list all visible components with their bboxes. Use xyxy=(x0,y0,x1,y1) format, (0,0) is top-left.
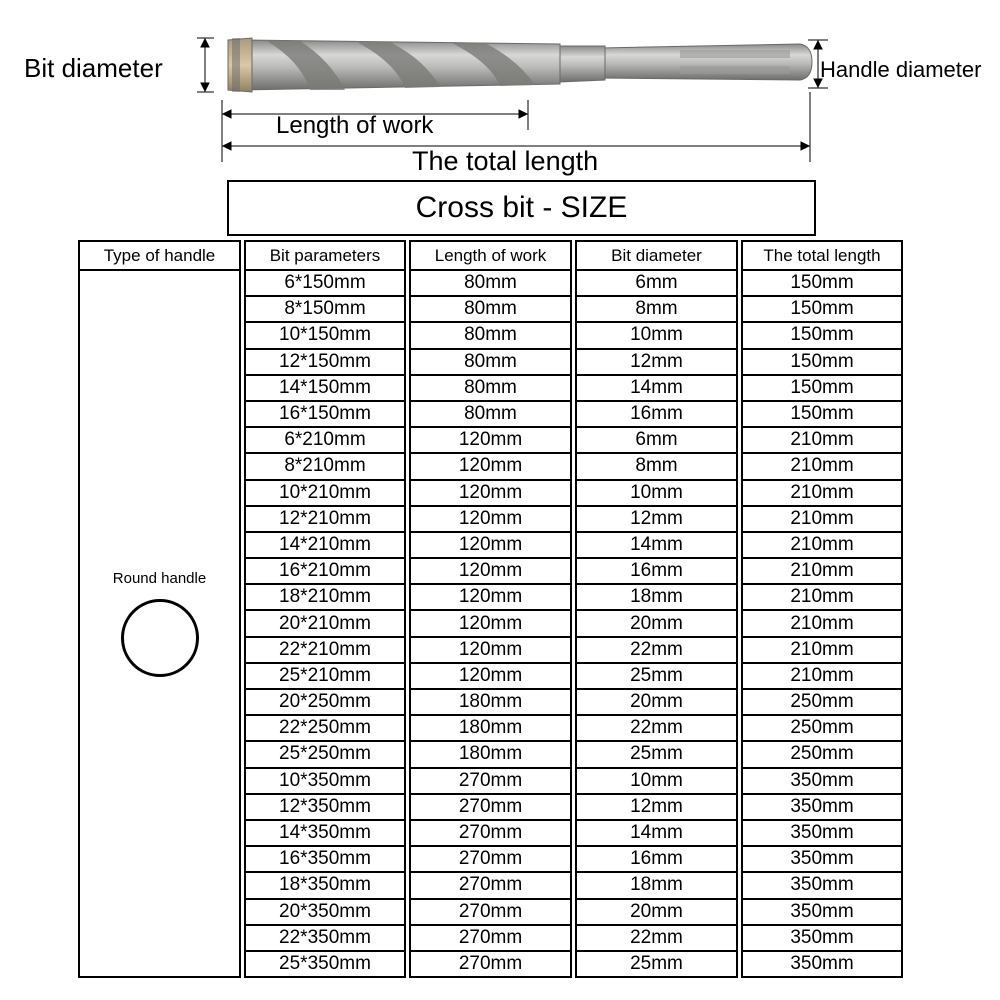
bit-diameter-cell: 16mm xyxy=(575,847,738,873)
bit-parameters-cell: 16*150mm xyxy=(244,402,406,428)
length-of-work-cell: 80mm xyxy=(409,323,572,349)
length-of-work-cell: 270mm xyxy=(409,952,572,978)
total-length-cell: 150mm xyxy=(741,323,903,349)
total-length-cell: 150mm xyxy=(741,271,903,297)
total-length-cell: 350mm xyxy=(741,873,903,899)
length-of-work-cell: 80mm xyxy=(409,350,572,376)
bit-parameters-cell: 25*350mm xyxy=(244,952,406,978)
length-of-work-label: Length of work xyxy=(276,112,434,139)
length-of-work-cell: 120mm xyxy=(409,481,572,507)
bit-diameter-cell: 14mm xyxy=(575,821,738,847)
header-type-of-handle: Type of handle xyxy=(78,240,241,271)
length-of-work-cell: 180mm xyxy=(409,742,572,768)
length-of-work-cell: 270mm xyxy=(409,795,572,821)
bit-parameters-cell: 25*210mm xyxy=(244,664,406,690)
length-of-work-cell: 270mm xyxy=(409,873,572,899)
bit-diameter-cell: 8mm xyxy=(575,297,738,323)
bit-parameters-cell: 12*210mm xyxy=(244,507,406,533)
total-length-cell: 350mm xyxy=(741,769,903,795)
total-length-cell: 210mm xyxy=(741,585,903,611)
header-length-of-work: Length of work xyxy=(409,240,572,271)
bit-parameters-cell: 10*350mm xyxy=(244,769,406,795)
length-of-work-cell: 270mm xyxy=(409,900,572,926)
bit-diameter-cell: 16mm xyxy=(575,402,738,428)
bit-diameter-dimension xyxy=(197,38,214,92)
header-bit-parameters: Bit parameters xyxy=(244,240,406,271)
length-of-work-cell: 180mm xyxy=(409,716,572,742)
bit-parameters-cell: 16*350mm xyxy=(244,847,406,873)
total-length-cell: 150mm xyxy=(741,376,903,402)
total-length-cell: 210mm xyxy=(741,559,903,585)
length-of-work-cell: 80mm xyxy=(409,376,572,402)
length-of-work-cell: 120mm xyxy=(409,533,572,559)
bit-parameters-cell: 6*210mm xyxy=(244,428,406,454)
total-length-cell: 210mm xyxy=(741,533,903,559)
bit-diameter-cell: 14mm xyxy=(575,533,738,559)
total-length-cell: 150mm xyxy=(741,350,903,376)
length-of-work-cell: 270mm xyxy=(409,821,572,847)
total-length-label: The total length xyxy=(412,146,599,176)
bit-diameter-cell: 25mm xyxy=(575,742,738,768)
page-title: Cross bit - SIZE xyxy=(227,180,816,236)
bit-parameters-cell: 14*350mm xyxy=(244,821,406,847)
bit-parameters-cell: 16*210mm xyxy=(244,559,406,585)
bit-parameters-cell: 10*150mm xyxy=(244,323,406,349)
bit-diameter-cell: 22mm xyxy=(575,638,738,664)
bit-parameters-cell: 20*250mm xyxy=(244,690,406,716)
round-handle-icon xyxy=(121,599,199,677)
drill-bit-icon xyxy=(228,38,812,92)
bit-parameters-cell: 8*150mm xyxy=(244,297,406,323)
bit-parameters-cell: 22*210mm xyxy=(244,638,406,664)
length-of-work-cell: 180mm xyxy=(409,690,572,716)
handle-type-label: Round handle xyxy=(112,570,207,588)
length-of-work-cell: 270mm xyxy=(409,769,572,795)
bit-diameter-cell: 18mm xyxy=(575,585,738,611)
total-length-cell: 350mm xyxy=(741,821,903,847)
bit-diameter-cell: 22mm xyxy=(575,716,738,742)
bit-diameter-cell: 16mm xyxy=(575,559,738,585)
length-of-work-cell: 120mm xyxy=(409,611,572,637)
total-length-cell: 150mm xyxy=(741,402,903,428)
total-length-cell: 350mm xyxy=(741,900,903,926)
bit-parameters-cell: 12*150mm xyxy=(244,350,406,376)
bit-parameters-cell: 14*210mm xyxy=(244,533,406,559)
total-length-cell: 210mm xyxy=(741,638,903,664)
length-of-work-cell: 270mm xyxy=(409,926,572,952)
table-row xyxy=(78,271,903,297)
handle-diameter-label: Handle diameter xyxy=(820,57,982,82)
length-of-work-cell: 120mm xyxy=(409,428,572,454)
bit-diameter-cell: 10mm xyxy=(575,769,738,795)
total-length-cell: 250mm xyxy=(741,716,903,742)
bit-diameter-cell: 22mm xyxy=(575,926,738,952)
total-length-cell: 250mm xyxy=(741,742,903,768)
bit-diameter-cell: 12mm xyxy=(575,350,738,376)
length-of-work-cell: 120mm xyxy=(409,638,572,664)
total-length-cell: 210mm xyxy=(741,664,903,690)
total-length-cell: 350mm xyxy=(741,952,903,978)
bit-parameters-cell: 18*210mm xyxy=(244,585,406,611)
total-length-cell: 210mm xyxy=(741,611,903,637)
bit-diameter-label: Bit diameter xyxy=(24,53,163,83)
bit-parameters-cell: 10*210mm xyxy=(244,481,406,507)
total-length-cell: 350mm xyxy=(741,847,903,873)
header-bit-diameter: Bit diameter xyxy=(575,240,738,271)
table-header-row xyxy=(78,240,903,271)
bit-parameters-cell: 25*250mm xyxy=(244,742,406,768)
bit-diameter-cell: 6mm xyxy=(575,428,738,454)
total-length-cell: 250mm xyxy=(741,690,903,716)
bit-diameter-cell: 6mm xyxy=(575,271,738,297)
length-of-work-cell: 80mm xyxy=(409,297,572,323)
bit-parameters-cell: 14*150mm xyxy=(244,376,406,402)
bit-parameters-cell: 22*350mm xyxy=(244,926,406,952)
handle-type-cell xyxy=(78,271,241,978)
size-table xyxy=(75,240,906,978)
bit-diameter-cell: 25mm xyxy=(575,952,738,978)
length-of-work-cell: 80mm xyxy=(409,271,572,297)
length-of-work-cell: 120mm xyxy=(409,559,572,585)
length-of-work-cell: 120mm xyxy=(409,454,572,480)
bit-diameter-cell: 12mm xyxy=(575,507,738,533)
bit-parameters-cell: 12*350mm xyxy=(244,795,406,821)
total-length-cell: 210mm xyxy=(741,454,903,480)
header-total-length: The total length xyxy=(741,240,903,271)
length-of-work-cell: 80mm xyxy=(409,402,572,428)
bit-diameter-cell: 20mm xyxy=(575,611,738,637)
length-of-work-cell: 270mm xyxy=(409,847,572,873)
total-length-cell: 210mm xyxy=(741,507,903,533)
bit-parameters-cell: 20*350mm xyxy=(244,900,406,926)
bit-diameter-cell: 18mm xyxy=(575,873,738,899)
bit-diameter-cell: 12mm xyxy=(575,795,738,821)
total-length-cell: 150mm xyxy=(741,297,903,323)
total-length-cell: 210mm xyxy=(741,481,903,507)
bit-diameter-cell: 14mm xyxy=(575,376,738,402)
bit-parameters-cell: 6*150mm xyxy=(244,271,406,297)
bit-diameter-cell: 10mm xyxy=(575,323,738,349)
bit-diameter-cell: 8mm xyxy=(575,454,738,480)
length-of-work-cell: 120mm xyxy=(409,507,572,533)
length-of-work-cell: 120mm xyxy=(409,664,572,690)
total-length-cell: 350mm xyxy=(741,926,903,952)
bit-diameter-cell: 25mm xyxy=(575,664,738,690)
bit-parameters-cell: 18*350mm xyxy=(244,873,406,899)
length-of-work-cell: 120mm xyxy=(409,585,572,611)
bit-parameters-cell: 20*210mm xyxy=(244,611,406,637)
bit-parameters-cell: 22*250mm xyxy=(244,716,406,742)
bit-parameters-cell: 8*210mm xyxy=(244,454,406,480)
bit-diameter-cell: 10mm xyxy=(575,481,738,507)
total-length-cell: 350mm xyxy=(741,795,903,821)
bit-diameter-cell: 20mm xyxy=(575,690,738,716)
total-length-cell: 210mm xyxy=(741,428,903,454)
bit-diameter-cell: 20mm xyxy=(575,900,738,926)
